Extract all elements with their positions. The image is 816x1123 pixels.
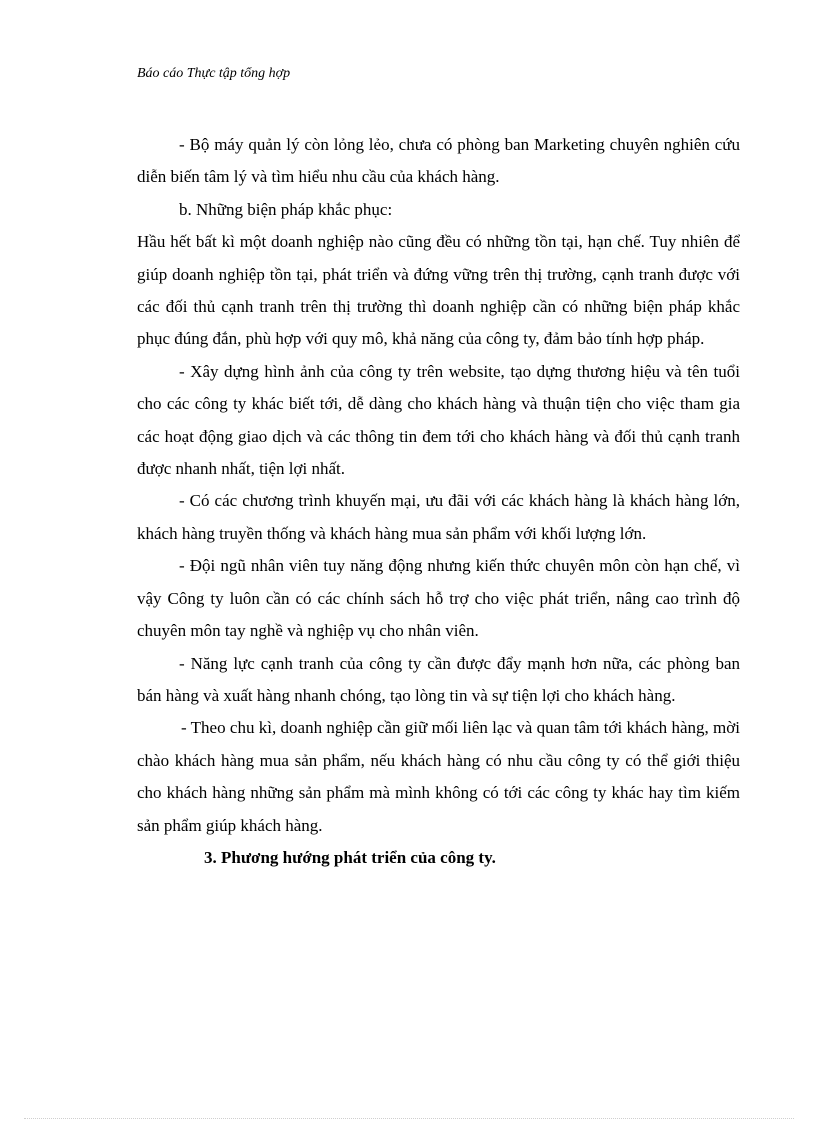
paragraph-customer-contact: - Theo chu kì, doanh nghiệp cần giữ mối liên lạc và quan tâm tới khách hàng, mời chào khách hàng mua sản phẩm, nếu khách hàng có nhu cầu công ty có thể giới thiệu cho khách hàng những sản phẩm mà mình không có tới các công ty khác hay tìm kiếm sản phẩm giúp khách hàng. [137,718,740,835]
paragraph-staff: - Đội ngũ nhân viên tuy năng động nhưng kiến thức chuyên môn còn hạn chế, vì vậy Công ty luôn cần có các chính sách hỗ trợ cho việc phát triển, nâng cao trình độ chuyên môn tay nghề và nghiệp vụ cho nhân viên. [137,556,740,641]
document-body [137,129,740,874]
paragraph-promotions: - Có các chương trình khuyến mại, ưu đãi với các khách hàng là khách hàng lớn, khách hàng truyền thống và khách hàng mua sản phẩm với khối lượng lớn. [137,491,740,543]
paragraph-competitiveness: - Năng lực cạnh tranh của công ty cần được đẩy mạnh hơn nữa, các phòng ban bán hàng và xuất hàng nhanh chóng, tạo lòng tin và sự tiện lợi cho khách hàng. [137,653,740,705]
subheading-remedies: b. Những biện pháp khắc phục: [179,199,393,219]
page-bottom-divider [24,1118,794,1119]
paragraph-intro: Hầu hết bất kì một doanh nghiệp nào cũng đều có những tồn tại, hạn chế. Tuy nhiên để giúp doanh nghiệp tồn tại, phát triển và đứng vững trên thị trường, cạnh tranh được với các đối thủ cạnh tranh trên thị trường thì doanh nghiệp cần có những biện pháp khắc phục đúng đắn, phù hợp với quy mô, khả năng của công ty, đảm bảo tính hợp pháp. [137,232,740,349]
page-header: Báo cáo Thực tập tổng hợp [137,66,291,81]
paragraph-management-weakness: - Bộ máy quản lý còn lỏng lẻo, chưa có phòng ban Marketing chuyên nghiên cứu diễn biến tâm lý và tìm hiểu nhu cầu của khách hàng. [137,135,740,187]
paragraph-website: - Xây dựng hình ảnh của công ty trên website, tạo dựng thương hiệu và tên tuổi cho các công ty khác biết tới, dễ dàng cho khách hàng và thuận tiện cho việc tham gia các hoạt động giao dịch và các thông tin đem tới cho khách hàng và đối thủ cạnh tranh được nhanh nhất, tiện lợi nhất. [137,361,740,479]
section-heading: 3. Phương hướng phát triển của công ty. [204,847,496,867]
